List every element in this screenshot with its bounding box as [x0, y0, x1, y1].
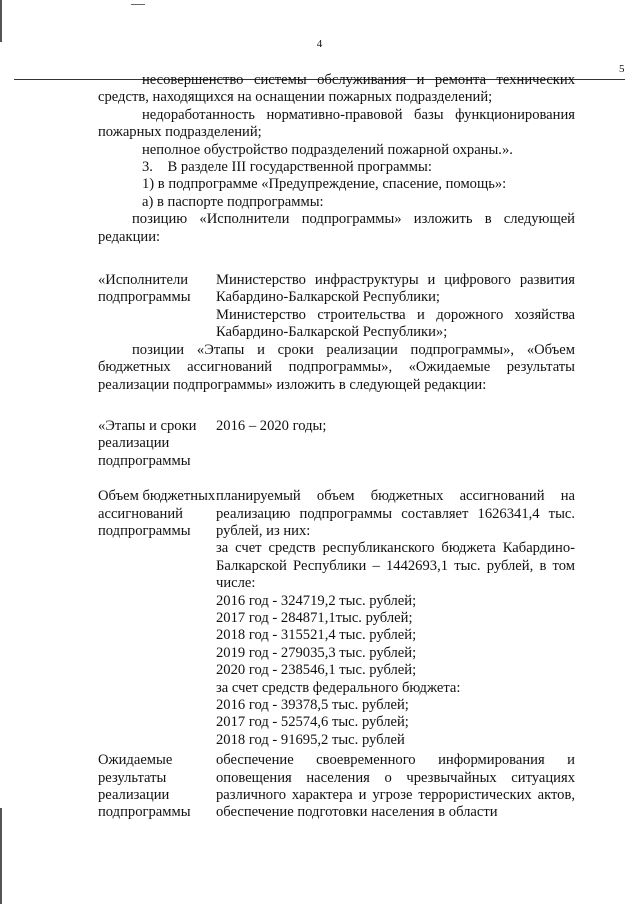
- page-number: 4: [316, 38, 323, 50]
- budget-republic: за счет средств республиканского бюджета Кабардино-Балкарской Республики – 1442693,1 тыс. рублей, в том числе:: [216, 540, 575, 592]
- executor-item: Министерство строительства и дорожного хозяйства Кабардино-Балкарской Республики»;: [216, 306, 575, 341]
- budget-federal-year: 2017 год - 52574,6 тыс. рублей;: [216, 714, 409, 731]
- stages-label: «Этапы и сроки реализации подпрограммы: [98, 417, 197, 469]
- budget-year: 2018 год - 315521,4 тыс. рублей;: [216, 627, 417, 644]
- budget-year: 2016 год - 324719,2 тыс. рублей;: [216, 592, 417, 609]
- scan-edge-bottom: [0, 808, 2, 904]
- scan-edge-top: [0, 0, 2, 42]
- executors-row: [98, 272, 575, 342]
- budget-text: [216, 488, 575, 749]
- budget-year: 2020 год - 238546,1 тыс. рублей;: [216, 662, 417, 679]
- scan-artifact: [131, 4, 145, 5]
- executors-list: [216, 272, 575, 342]
- budget-year: 2019 год - 279035,3 тыс. рублей;: [216, 644, 417, 661]
- budget-label: Объем бюджетных ассигнований подпрограммы: [98, 488, 216, 539]
- paragraph-fire-units: неполное обустройство подразделений пожарной охраны.».: [142, 141, 513, 158]
- paragraph-executors-instruction: позицию «Исполнители подпрограммы» изложить в следующей редакции:: [98, 211, 575, 245]
- executors-label: «Исполнители подпрограммы: [98, 272, 191, 306]
- corner-mark: 5: [619, 63, 625, 75]
- results-text: обеспечение своевременного информирования и оповещения населения о чрезвычайных ситуациях различного характера и угрозе террористических актов, обеспечение подготовки населения в области: [216, 752, 575, 821]
- paragraph-passport: а) в паспорте подпрограммы:: [142, 193, 324, 210]
- paragraph-equipment: несовершенство системы обслуживания и ремонта технических средств, находящихся на оснащении пожарных подразделений;: [98, 72, 575, 106]
- executor-item: Министерство инфраструктуры и цифрового развития Кабардино-Балкарской Республики;: [216, 272, 575, 306]
- budget-row: [98, 488, 575, 749]
- stages-value: 2016 – 2020 годы;: [216, 417, 327, 434]
- budget-year: 2017 год - 284871,1тыс. рублей;: [216, 609, 413, 626]
- results-label: Ожидаемые результаты реализации подпрограммы: [98, 752, 191, 821]
- stages-row: [98, 418, 575, 470]
- budget-federal-year: 2016 год - 39378,5 тыс. рублей;: [216, 697, 409, 713]
- budget-federal-year: 2018 год - 91695,2 тыс. рублей: [216, 731, 405, 748]
- results-row: [98, 752, 575, 822]
- paragraph-section-3: 3. В разделе III государственной программы:: [142, 159, 432, 176]
- paragraph-positions-instruction: позиции «Этапы и сроки реализации подпрограммы», «Объем бюджетных ассигнований подпрограммы», «Ожидаемые результаты реализации подпрограммы» изложить в следующей редакции:: [98, 341, 575, 393]
- document-body: [98, 72, 575, 822]
- paragraph-legal-base: недоработанность нормативно-правовой базы функционирования пожарных подразделений;: [98, 106, 575, 141]
- paragraph-subprogram: 1) в подпрограмме «Предупреждение, спасение, помощь»:: [142, 176, 507, 193]
- budget-intro: планируемый объем бюджетных ассигнований на реализацию подпрограммы составляет 1626341,4 тыс. рублей, из них:: [216, 488, 575, 539]
- budget-federal: за счет средств федерального бюджета:: [216, 679, 461, 696]
